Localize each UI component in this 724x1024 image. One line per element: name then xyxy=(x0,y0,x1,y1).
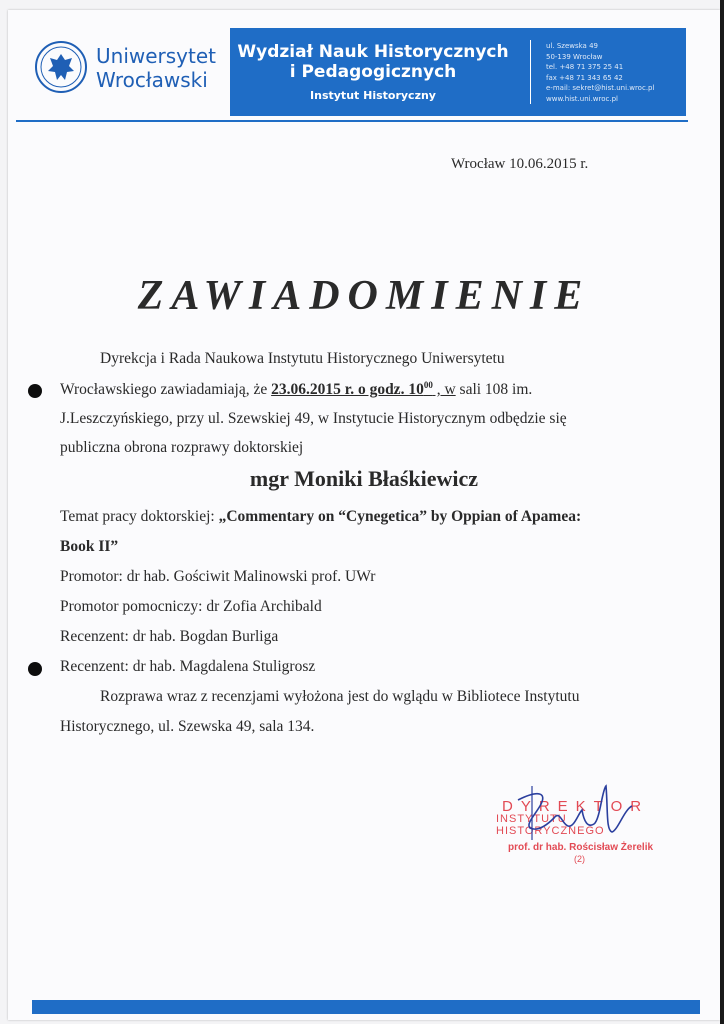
university-name xyxy=(96,44,216,92)
topic-line-2: Book II” xyxy=(60,538,119,555)
contact-website: www.hist.uni.wroc.pl xyxy=(546,94,618,103)
body-line-2 xyxy=(60,380,532,399)
body-line-2-start: Wrocławskiego zawiadamiają, że xyxy=(60,381,272,399)
promotor-assistant: Promotor pomocniczy: dr Zofia Archibald xyxy=(60,598,322,615)
promotor: Promotor: dr hab. Gościwit Malinowski prof. UWr xyxy=(60,568,376,585)
faculty-name-line1: Wydział Nauk Historycznych xyxy=(237,42,509,62)
closing-line-1: Rozprawa wraz z recenzjami wyłożona jest do wglądu w Bibliotece Instytutu xyxy=(100,688,580,705)
body-line-1: Dyrekcja i Rada Naukowa Instytutu Historycznego Uniwersytetu xyxy=(100,350,505,367)
topic-line-1 xyxy=(60,508,581,526)
body-line-4: publiczna obrona rozprawy doktorskiej xyxy=(60,439,304,456)
body-line-3: J.Leszczyńskiego, przy ul. Szewskiej 49, w Instytucie Historycznym odbędzie się xyxy=(60,410,567,427)
footer-bar xyxy=(32,1000,700,1014)
punch-hole-top xyxy=(28,384,42,398)
body-line-2-mid: , w xyxy=(432,381,456,399)
document-date: Wrocław 10.06.2015 r. xyxy=(451,156,589,172)
banner-divider xyxy=(530,40,531,104)
closing-line-2: Historycznego, ul. Szewska 49, sala 134. xyxy=(60,718,315,735)
contact-fax: fax +48 71 343 65 42 xyxy=(546,73,623,82)
body-line-2-end: sali 108 im. xyxy=(455,381,533,399)
reviewer-2: Recenzent: dr hab. Magdalena Stuligrosz xyxy=(60,658,316,675)
topic-title: „Commentary on “Cynegetica” by Oppian of Apamea: xyxy=(218,508,582,525)
defense-date-time xyxy=(271,381,433,398)
contact-email: e-mail: sekret@hist.uni.wroc.pl xyxy=(546,84,655,92)
faculty-banner xyxy=(230,28,686,116)
faculty-name-line2: i Pedagogicznych xyxy=(289,62,457,82)
contact-address: ul. Szewska 49 xyxy=(546,42,598,50)
university-seal-icon xyxy=(34,40,88,94)
defense-date-time-text: 23.06.2015 r. o godz. 10 xyxy=(271,381,424,399)
reviewer-1: Recenzent: dr hab. Bogdan Burliga xyxy=(60,628,279,645)
topic-label: Temat pracy doktorskiej: xyxy=(60,508,219,525)
stamp-title: DYREKTOR xyxy=(502,798,650,815)
university-name-line2: Wrocławski xyxy=(96,68,208,92)
institute-name: Instytut Historyczny xyxy=(310,89,436,102)
stamp-director-name: prof. dr hab. Rościsław Żerelik xyxy=(508,842,654,853)
stamp-number: (2) xyxy=(574,854,585,864)
punch-hole-bottom xyxy=(28,662,42,676)
scan-edge xyxy=(720,0,724,1024)
document-title: ZAWIADOMIENIE xyxy=(137,273,591,319)
document-page xyxy=(8,10,720,1020)
defense-time-minutes: 00 xyxy=(423,380,433,390)
stamp-institute: INSTYTUTU HISTORYCZNEGO xyxy=(496,813,605,837)
contact-info xyxy=(546,41,654,104)
university-name-line1: Uniwersytet xyxy=(96,44,216,68)
university-logo xyxy=(22,32,222,118)
faculty-name xyxy=(230,42,516,82)
contact-city: 50-139 Wrocław xyxy=(546,52,603,61)
director-signature-icon xyxy=(508,780,668,860)
contact-phone: tel. +48 71 375 25 41 xyxy=(546,63,624,71)
header-rule xyxy=(16,120,688,122)
candidate-name: mgr Moniki Błaśkiewicz xyxy=(249,466,479,491)
